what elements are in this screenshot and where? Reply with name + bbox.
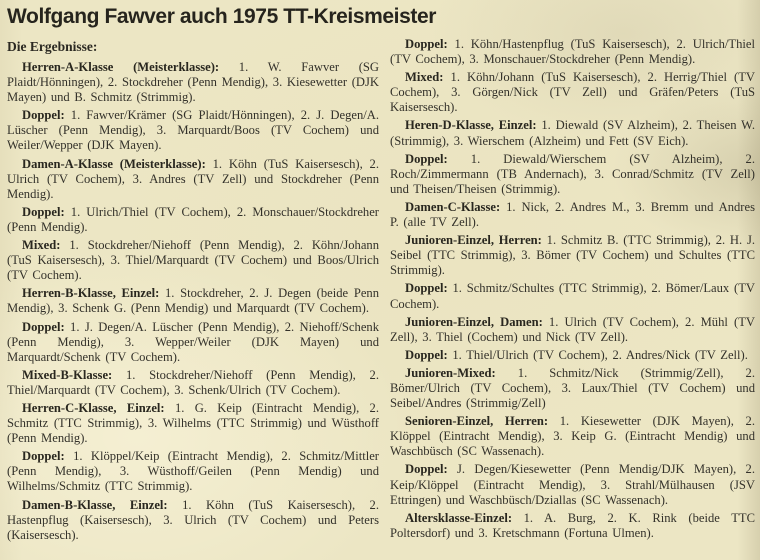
result-class-label: Junioren-Mixed: (405, 365, 496, 380)
result-class-label: Doppel: (22, 204, 65, 219)
result-text: 1. Diewald (SV Alzheim), 2. Theisen W. (Strimmig), 3. Wierschem (Alzheim) und Fett (SV Eich). (390, 118, 755, 148)
result-text: 1. Stockdreher/Niehoff (Penn Mendig), 2. Köhn/Johann (TuS Kaisersesch), 3. Thiel/Marquardt (TV Cochem) und Boos/Ulrich (TV Cochem). (7, 238, 380, 283)
result-entry (390, 414, 755, 459)
result-class-label: Altersklasse-Einzel: (405, 510, 513, 525)
result-text: 1. Ulrich (TV Cochem), 2. Mühl (TV Zell), 3. Thiel (Cochem) und Nick (TV Zell). (390, 314, 755, 344)
result-text: 1. Schmitz/Nick (Strimmig/Zell), 2. Bömer/Ulrich (TV Cochem), 3. Laux/Thiel (TV Cochem) und Seibel/Andres (Strimmig/Zell) (390, 365, 755, 411)
result-class-label: Doppel: (405, 347, 448, 362)
result-text: 1. Köhn/Hastenpflug (TuS Kaisersesch), 2. Ulrich/Thiel (TV Cochem), 3. Monschauer/Stockdreher (Penn Mendig). (390, 37, 756, 67)
result-entry (7, 320, 379, 365)
result-entry (7, 157, 379, 202)
result-entry (7, 368, 379, 398)
result-entry (7, 60, 379, 105)
result-entry (7, 108, 379, 153)
result-entry (7, 401, 379, 446)
result-entry (390, 315, 755, 345)
result-class-label: Junioren-Einzel, Damen: (405, 314, 543, 329)
result-text: 1. G. Keip (Eintracht Mendig), 2. Schmitz (TTC Strimmig), 3. Wilhelms (TTC Strimmig) und Wüsthoff (Penn Mendig). (7, 400, 379, 446)
result-entry (390, 118, 755, 148)
result-text: 1. Köhn (TuS Kaisersesch), 2. Hastenpflug (Kaisersesch), 3. Ulrich (TV Cochem) und Peters (Kaisersesch). (7, 497, 379, 542)
result-class-label: Mixed-B-Klasse: (22, 367, 113, 382)
result-text: 1. J. Degen/A. Lüscher (Penn Mendig), 2. Niehoff/Schenk (Penn Mendig), 3. Wepper/Weiler (DJK Mayen) und Marquardt/Schenk (TV Cochem). (7, 319, 380, 364)
result-text: 1. Kiesewetter (DJK Mayen), 2. Klöppel (Eintracht Mendig), 3. Keip G. (Eintracht Mendig) und Waschbüsch (SC Wassenach). (390, 414, 755, 459)
result-entry (390, 37, 755, 67)
result-class-label: Mixed: (22, 238, 61, 253)
result-class-label: Herren-B-Klasse, Einzel: (22, 286, 160, 301)
result-entry (390, 462, 755, 507)
result-class-label: Mixed: (405, 70, 444, 85)
result-text: 1. A. Burg, 2. K. Rink (beide TTC Poltersdorf) und 3. Kretschmann (Fortuna Ulmen). (390, 510, 755, 540)
article-title: Wolfgang Fawver auch 1975 TT-Kreismeister (7, 5, 437, 28)
result-class-label: Doppel: (405, 462, 448, 477)
result-class-label: Doppel: (22, 319, 65, 334)
result-text: 1. Thiel/Ulrich (TV Cochem), 2. Andres/Nick (TV Zell). (452, 347, 748, 362)
result-text: 1. Köhn/Johann (TuS Kaisersesch), 2. Herrig/Thiel (TV Cochem), 3. Görgen/Nick (TV Zell) und Gräfen/Peters (TuS Kaisersesch). (390, 70, 755, 115)
result-class-label: Damen-A-Klasse (Meisterklasse): (22, 156, 206, 171)
result-class-label: Herren-C-Klasse, Einzel: (22, 400, 165, 415)
result-entry (390, 511, 755, 541)
results-heading: Die Ergebnisse: (7, 39, 98, 54)
results-column-right (390, 37, 755, 541)
result-entry (390, 70, 755, 115)
result-class-label: Senioren-Einzel, Herren: (405, 414, 549, 429)
result-text: 1. Klöppel/Keip (Eintracht Mendig), 2. Schmitz/Mittler (Penn Mendig), 3. Wüsthoff/Geilen (Penn Mendig) und Wilhelms/Schmitz (TTC Strimmig). (7, 449, 379, 494)
result-class-label: Doppel: (405, 281, 448, 296)
result-text: 1. Stockdreher, 2. J. Degen (beide Penn Mendig), 3. Schenk G. (Penn Mendig) und Marquardt (TV Cochem). (7, 286, 380, 316)
result-text: 1. Schmitz B. (TTC Strimmig), 2. H. J. Seibel (TTC Strimmig), 3. Bömer (TV Cochem) und Schultes (TTC Strimmig). (390, 233, 755, 278)
result-entry (390, 152, 755, 197)
result-text: J. Degen/Kiesewetter (Penn Mendig/DJK Mayen), 2. Keip/Klöppel (Eintracht Mendig), 3. Strahl/Mülhausen (JSV Ettringen) und Waschbüsch/Dziallas (SC Wassenach). (390, 462, 755, 507)
result-text: 1. Nick, 2. Andres M., 3. Bremm und Andres P. (alle TV Zell). (390, 199, 755, 230)
result-entry (390, 281, 755, 311)
result-class-label: Damen-C-Klasse: (405, 199, 501, 214)
result-text: 1. Diewald/Wierschem (SV Alzheim), 2. Roch/Zimmermann (TB Andernach), 3. Conrad/Schmitz (TV Zell) und Theisen/Theisen (Strimmig). (390, 151, 756, 196)
result-text: 1. Stockdreher/Niehoff (Penn Mendig), 2. Thiel/Marquardt (TV Cochem), 3. Schenk/Ulrich (TV Cochem). (7, 367, 379, 397)
result-entry (390, 366, 755, 411)
result-class-label: Doppel: (22, 449, 65, 464)
result-entry (7, 238, 379, 283)
result-text: 1. Fawver/Krämer (SG Plaidt/Hönningen), 2. J. Degen/A. Lüscher (Penn Mendig), 3. Marquardt/Boos (TV Cochem) und Weiler/Wepper (DJK Mayen). (7, 108, 379, 153)
result-entry (390, 200, 755, 230)
result-class-label: Herren-A-Klasse (Meisterklasse): (22, 60, 220, 74)
result-entry (390, 233, 755, 278)
result-text: 1. Köhn (TuS Kaisersesch), 2. Ulrich (TV Cochem), 3. Andres (TV Zell) und Stockdreher (Penn Mendig). (7, 156, 380, 201)
result-class-label: Doppel: (405, 151, 448, 166)
result-class-label: Doppel: (405, 37, 448, 51)
result-entry (7, 286, 379, 316)
result-entry (7, 498, 379, 543)
result-text: 1. Ulrich/Thiel (TV Cochem), 2. Monschauer/Stockdreher (Penn Mendig). (7, 204, 379, 234)
result-class-label: Doppel: (22, 108, 65, 123)
result-entry (7, 449, 379, 494)
result-text: 1. W. Fawver (SG Plaidt/Hönningen), 2. Stockdreher (Penn Mendig), 3. Kiesewetter (DJK Mayen) und B. Schmitz (Strimmig). (7, 60, 379, 105)
result-class-label: Heren-D-Klasse, Einzel: (405, 118, 537, 133)
result-entry (7, 205, 379, 235)
result-class-label: Damen-B-Klasse, Einzel: (22, 497, 168, 512)
result-class-label: Junioren-Einzel, Herren: (405, 233, 542, 248)
result-text: 1. Schmitz/Schultes (TTC Strimmig), 2. Bömer/Laux (TV Cochem). (390, 281, 755, 311)
result-entry (390, 348, 755, 363)
results-column-left (7, 60, 379, 543)
